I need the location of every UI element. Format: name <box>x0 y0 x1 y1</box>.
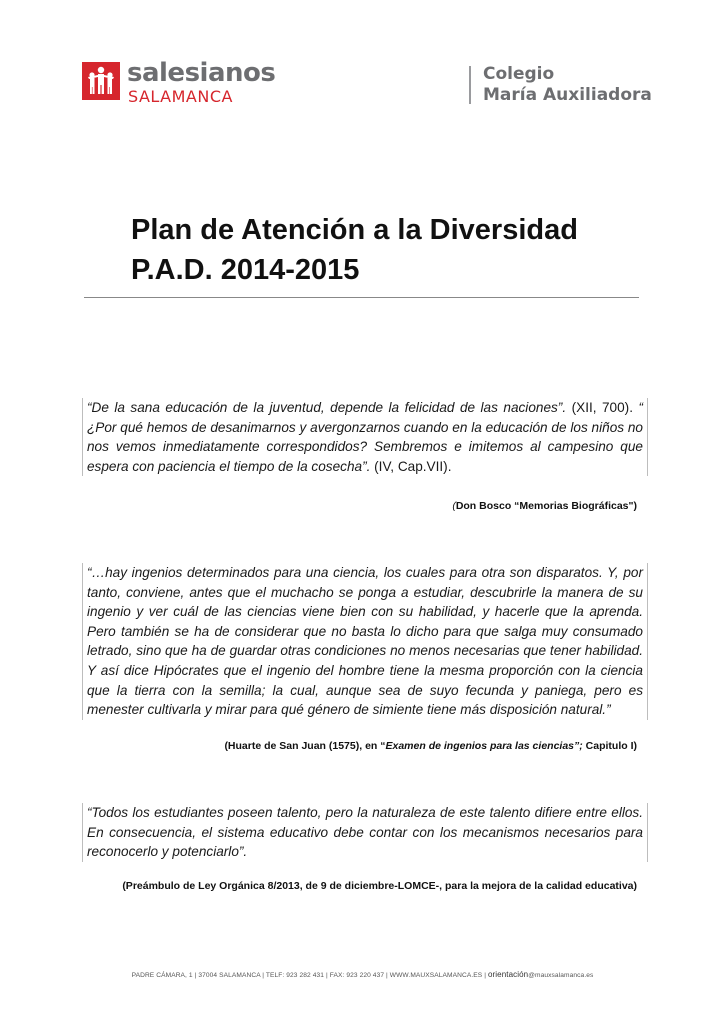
logo-divider <box>469 66 471 104</box>
salesianos-name: salesianos <box>127 58 276 88</box>
page-title <box>131 210 639 290</box>
quote-2-source-c: Capitulo I) <box>582 740 637 752</box>
quote-2-source-a: (Huarte de San Juan (1575), en “ <box>224 740 386 752</box>
quote-don-bosco <box>82 398 648 476</box>
page-footer <box>0 970 725 979</box>
quote-3-text: “Todos los estudiantes poseen talento, pero la naturaleza de este talento difiere entre ellos. En consecuencia, el sistema educativo debe contar con los mecanismos necesarios para reconocerlo y potenciarlo”. <box>87 805 643 860</box>
quote-2-source-b: Examen de ingenios para las ciencias”; <box>385 740 583 752</box>
footer-email-domain: @mauxsalamanca.es <box>528 972 594 979</box>
salesianos-emblem-icon <box>82 62 120 100</box>
quote-1-italic-2: “ ¿Por qué hemos de desanimarnos y avergonzarnos cuando en la educación de los niños no nos vemos inmediatamente correspondidos? Sembremos e imitemos al campesino que espera con paciencia el tiempo de la cosecha”. <box>87 400 643 474</box>
quote-3-source: (Preámbulo de Ley Orgánica 8/2013, de 9 de diciembre-LOMCE-, para la mejora de la calidad educativa) <box>122 880 637 892</box>
quote-1-source <box>452 500 637 512</box>
title-line-1: Plan de Atención a la Diversidad <box>131 214 578 246</box>
colegio-line-1: Colegio <box>483 64 555 84</box>
quote-huarte <box>82 563 648 720</box>
quote-2-source <box>224 740 637 752</box>
title-divider <box>84 297 639 298</box>
colegio-line-2: María Auxiliadora <box>483 85 652 105</box>
salesianos-city: SALAMANCA <box>128 87 233 106</box>
quote-1-plain-1: (XII, 700). <box>566 400 639 415</box>
quote-2-text: “…hay ingenios determinados para una ciencia, los cuales para otra son disparatos. Y, por tanto, conviene, antes que el muchacho se ponga a estudiar, descubrirle la manera de su ingenio y ver cuál de las ciencias viene bien con su habilidad, y hacerle que la aprenda. Pero también se ha de considerar que no basta lo dicho para que salga muy consumado letrado, sino que ha de guardar otras condiciones no menos necesarias que tener habilidad. Y así dice Hipócrates que el ingenio del hombre tiene la mesma proporción con la ciencia que la tierra con la semilla; la cual, aunque sea de suyo fecunda y paniega, pero es menester cultivarla y mirar para qué género de simiente tiene más disposición natural.” <box>87 565 643 718</box>
quote-1-plain-2: (IV, Cap.VII). <box>370 458 452 474</box>
footer-email-label: orientación <box>487 970 529 979</box>
title-line-2: P.A.D. 2014-2015 <box>131 254 360 286</box>
quote-lomce <box>82 803 648 862</box>
salesianos-logo <box>82 60 282 110</box>
quote-1-italic-1: “De la sana educación de la juventud, depende la felicidad de las naciones”. <box>87 400 567 415</box>
colegio-logo <box>483 64 652 106</box>
footer-address: PADRE CÁMARA, 1 | 37004 SALAMANCA | TELF: 923 282 431 | FAX: 923 220 437 | WWW.MAUXSALAMANCA.ES | <box>131 972 488 979</box>
quote-1-source-text: Don Bosco “Memorias Biográficas") <box>455 500 637 512</box>
quote-1-source-prefix: ( <box>452 500 456 512</box>
